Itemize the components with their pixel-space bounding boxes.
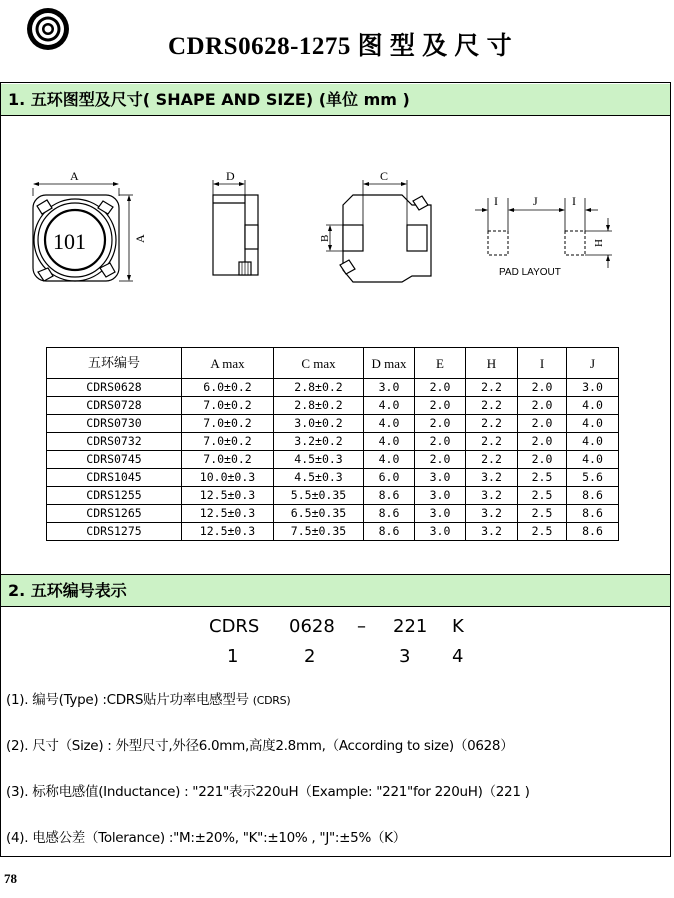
table-cell: CDRS0745 [47, 451, 182, 469]
description-type-text: (1). 编号(Type) :CDRS贴片功率电感型号 [6, 692, 253, 708]
pn-index-1: 1 [227, 646, 239, 667]
table-cell: CDRS0730 [47, 415, 182, 433]
description-inductance: (3). 标称电感值(Inductance) : "221"表示220uH（Example: "221"for 220uH)（221 ) [6, 784, 530, 800]
col-header-part: 五环编号 [47, 348, 182, 379]
table-cell: 4.0 [567, 415, 619, 433]
pn-dash: – [357, 616, 366, 637]
table-row [47, 397, 619, 415]
table-row [47, 415, 619, 433]
table-cell: 3.0 [415, 523, 466, 541]
table-cell: 6.0±0.2 [182, 379, 274, 397]
table-cell: CDRS1255 [47, 487, 182, 505]
table-cell: 2.5 [518, 487, 567, 505]
shape-diagram [0, 0, 674, 340]
table-cell: 2.2 [466, 397, 518, 415]
table-cell: 6.0 [364, 469, 415, 487]
pn-inductance: 221 [393, 616, 428, 637]
table-cell: 2.2 [466, 451, 518, 469]
table-cell: CDRS0732 [47, 433, 182, 451]
table-cell: 4.0 [364, 397, 415, 415]
table-cell: 5.5±0.35 [274, 487, 364, 505]
page-title: CDRS0628-1275 图 型 及 尺 寸 [168, 33, 513, 60]
table-cell: 7.0±0.2 [182, 397, 274, 415]
table-cell: 2.0 [415, 451, 466, 469]
dim-label-b: B [319, 234, 331, 242]
table-cell: 4.0 [567, 397, 619, 415]
pn-index-2: 2 [304, 646, 316, 667]
table-cell: 3.2 [466, 469, 518, 487]
pn-index-3: 3 [399, 646, 411, 667]
table-cell: 12.5±0.3 [182, 523, 274, 541]
table-cell: 3.2 [466, 487, 518, 505]
description-tolerance: (4). 电感公差（Tolerance) :"M:±20%, "K":±10% , "J":±5%（K） [6, 830, 406, 846]
col-header-i: I [518, 348, 567, 379]
col-header-j: J [567, 348, 619, 379]
table-cell: 12.5±0.3 [182, 487, 274, 505]
part-number-example [0, 616, 674, 640]
dim-label-a-top: A [70, 169, 79, 183]
table-cell: 3.2 [466, 505, 518, 523]
table-cell: 7.0±0.2 [182, 451, 274, 469]
dim-label-c: C [380, 169, 389, 183]
table-cell: 5.6 [567, 469, 619, 487]
table-cell: 2.0 [415, 433, 466, 451]
description-type [6, 688, 290, 708]
table-cell: 3.2±0.2 [274, 433, 364, 451]
table-cell: 8.6 [364, 505, 415, 523]
table-cell: 4.0 [567, 433, 619, 451]
table-cell: 2.0 [415, 397, 466, 415]
page-number: 78 [4, 871, 17, 886]
pn-series: CDRS [209, 616, 260, 637]
table-cell: 3.0 [415, 487, 466, 505]
dim-label-j: J [533, 194, 538, 208]
table-cell: 2.5 [518, 505, 567, 523]
part-number-indices [0, 646, 674, 670]
table-cell: 4.0 [364, 433, 415, 451]
table-cell: 2.0 [518, 379, 567, 397]
table-cell: 4.5±0.3 [274, 469, 364, 487]
table-cell: 4.0 [364, 451, 415, 469]
table-cell: 2.8±0.2 [274, 379, 364, 397]
table-cell: 3.0 [415, 505, 466, 523]
table-cell: 3.0 [567, 379, 619, 397]
dim-label-d: D [226, 169, 235, 183]
dim-label-i-right: I [572, 194, 576, 208]
table-row [47, 451, 619, 469]
table-cell: 2.0 [518, 397, 567, 415]
table-cell: 4.5±0.3 [274, 451, 364, 469]
pn-tolerance: K [452, 616, 464, 637]
dim-label-h: H [593, 239, 605, 247]
table-cell: 2.2 [466, 379, 518, 397]
table-cell: 2.8±0.2 [274, 397, 364, 415]
table-cell: CDRS1045 [47, 469, 182, 487]
table-cell: CDRS1265 [47, 505, 182, 523]
table-cell: 3.2 [466, 523, 518, 541]
table-cell: 2.0 [415, 379, 466, 397]
table-cell: 8.6 [567, 523, 619, 541]
pn-index-4: 4 [452, 646, 464, 667]
pad-layout-label: PAD LAYOUT [499, 267, 561, 278]
table-cell: 3.0 [364, 379, 415, 397]
table-cell: 2.5 [518, 523, 567, 541]
dim-label-a-side: A [133, 234, 147, 243]
dim-label-i-left: I [494, 194, 498, 208]
section-1-heading: 1. 五环图型及尺寸( SHAPE AND SIZE) (单位 mm ) [1, 84, 670, 115]
pad-layout-drawing [475, 198, 612, 268]
pn-size: 0628 [289, 616, 335, 637]
col-header-h: H [466, 348, 518, 379]
table-row [47, 469, 619, 487]
col-header-c: C max [274, 348, 364, 379]
table-cell: 4.0 [567, 451, 619, 469]
table-cell: 8.6 [567, 505, 619, 523]
description-type-code: (CDRS) [252, 694, 291, 707]
col-header-e: E [415, 348, 466, 379]
table-row [47, 433, 619, 451]
table-cell: CDRS0728 [47, 397, 182, 415]
table-cell: 2.0 [518, 415, 567, 433]
table-cell: 8.6 [567, 487, 619, 505]
table-cell: 2.0 [518, 433, 567, 451]
table-cell: CDRS1275 [47, 523, 182, 541]
table-cell: 10.0±0.3 [182, 469, 274, 487]
table-header-row [47, 348, 619, 379]
table-cell: 7.0±0.2 [182, 415, 274, 433]
table-cell: 7.5±0.35 [274, 523, 364, 541]
table-cell: CDRS0628 [47, 379, 182, 397]
table-cell: 2.0 [415, 415, 466, 433]
bottom-view-drawing [326, 180, 431, 282]
table-cell: 12.5±0.3 [182, 505, 274, 523]
side-view-drawing [213, 180, 258, 275]
table-row [47, 487, 619, 505]
table-cell: 8.6 [364, 523, 415, 541]
table-cell: 2.2 [466, 433, 518, 451]
table-cell: 2.5 [518, 469, 567, 487]
table-row [47, 505, 619, 523]
col-header-a: A max [182, 348, 274, 379]
section-2-heading: 2. 五环编号表示 [1, 575, 670, 606]
col-header-d: D max [364, 348, 415, 379]
section-2-divider [0, 606, 671, 607]
table-cell: 6.5±0.35 [274, 505, 364, 523]
table-cell: 3.0±0.2 [274, 415, 364, 433]
dimension-table [46, 347, 619, 541]
description-size: (2). 尺寸（Size) : 外型尺寸,外径6.0mm,高度2.8mm,（According to size)（0628） [6, 738, 514, 754]
table-cell: 4.0 [364, 415, 415, 433]
table-cell: 2.0 [518, 451, 567, 469]
table-cell: 2.2 [466, 415, 518, 433]
table-row [47, 523, 619, 541]
table-cell: 3.0 [415, 469, 466, 487]
inductance-marking: 101 [53, 229, 86, 254]
table-cell: 7.0±0.2 [182, 433, 274, 451]
table-row [47, 379, 619, 397]
table-cell: 8.6 [364, 487, 415, 505]
